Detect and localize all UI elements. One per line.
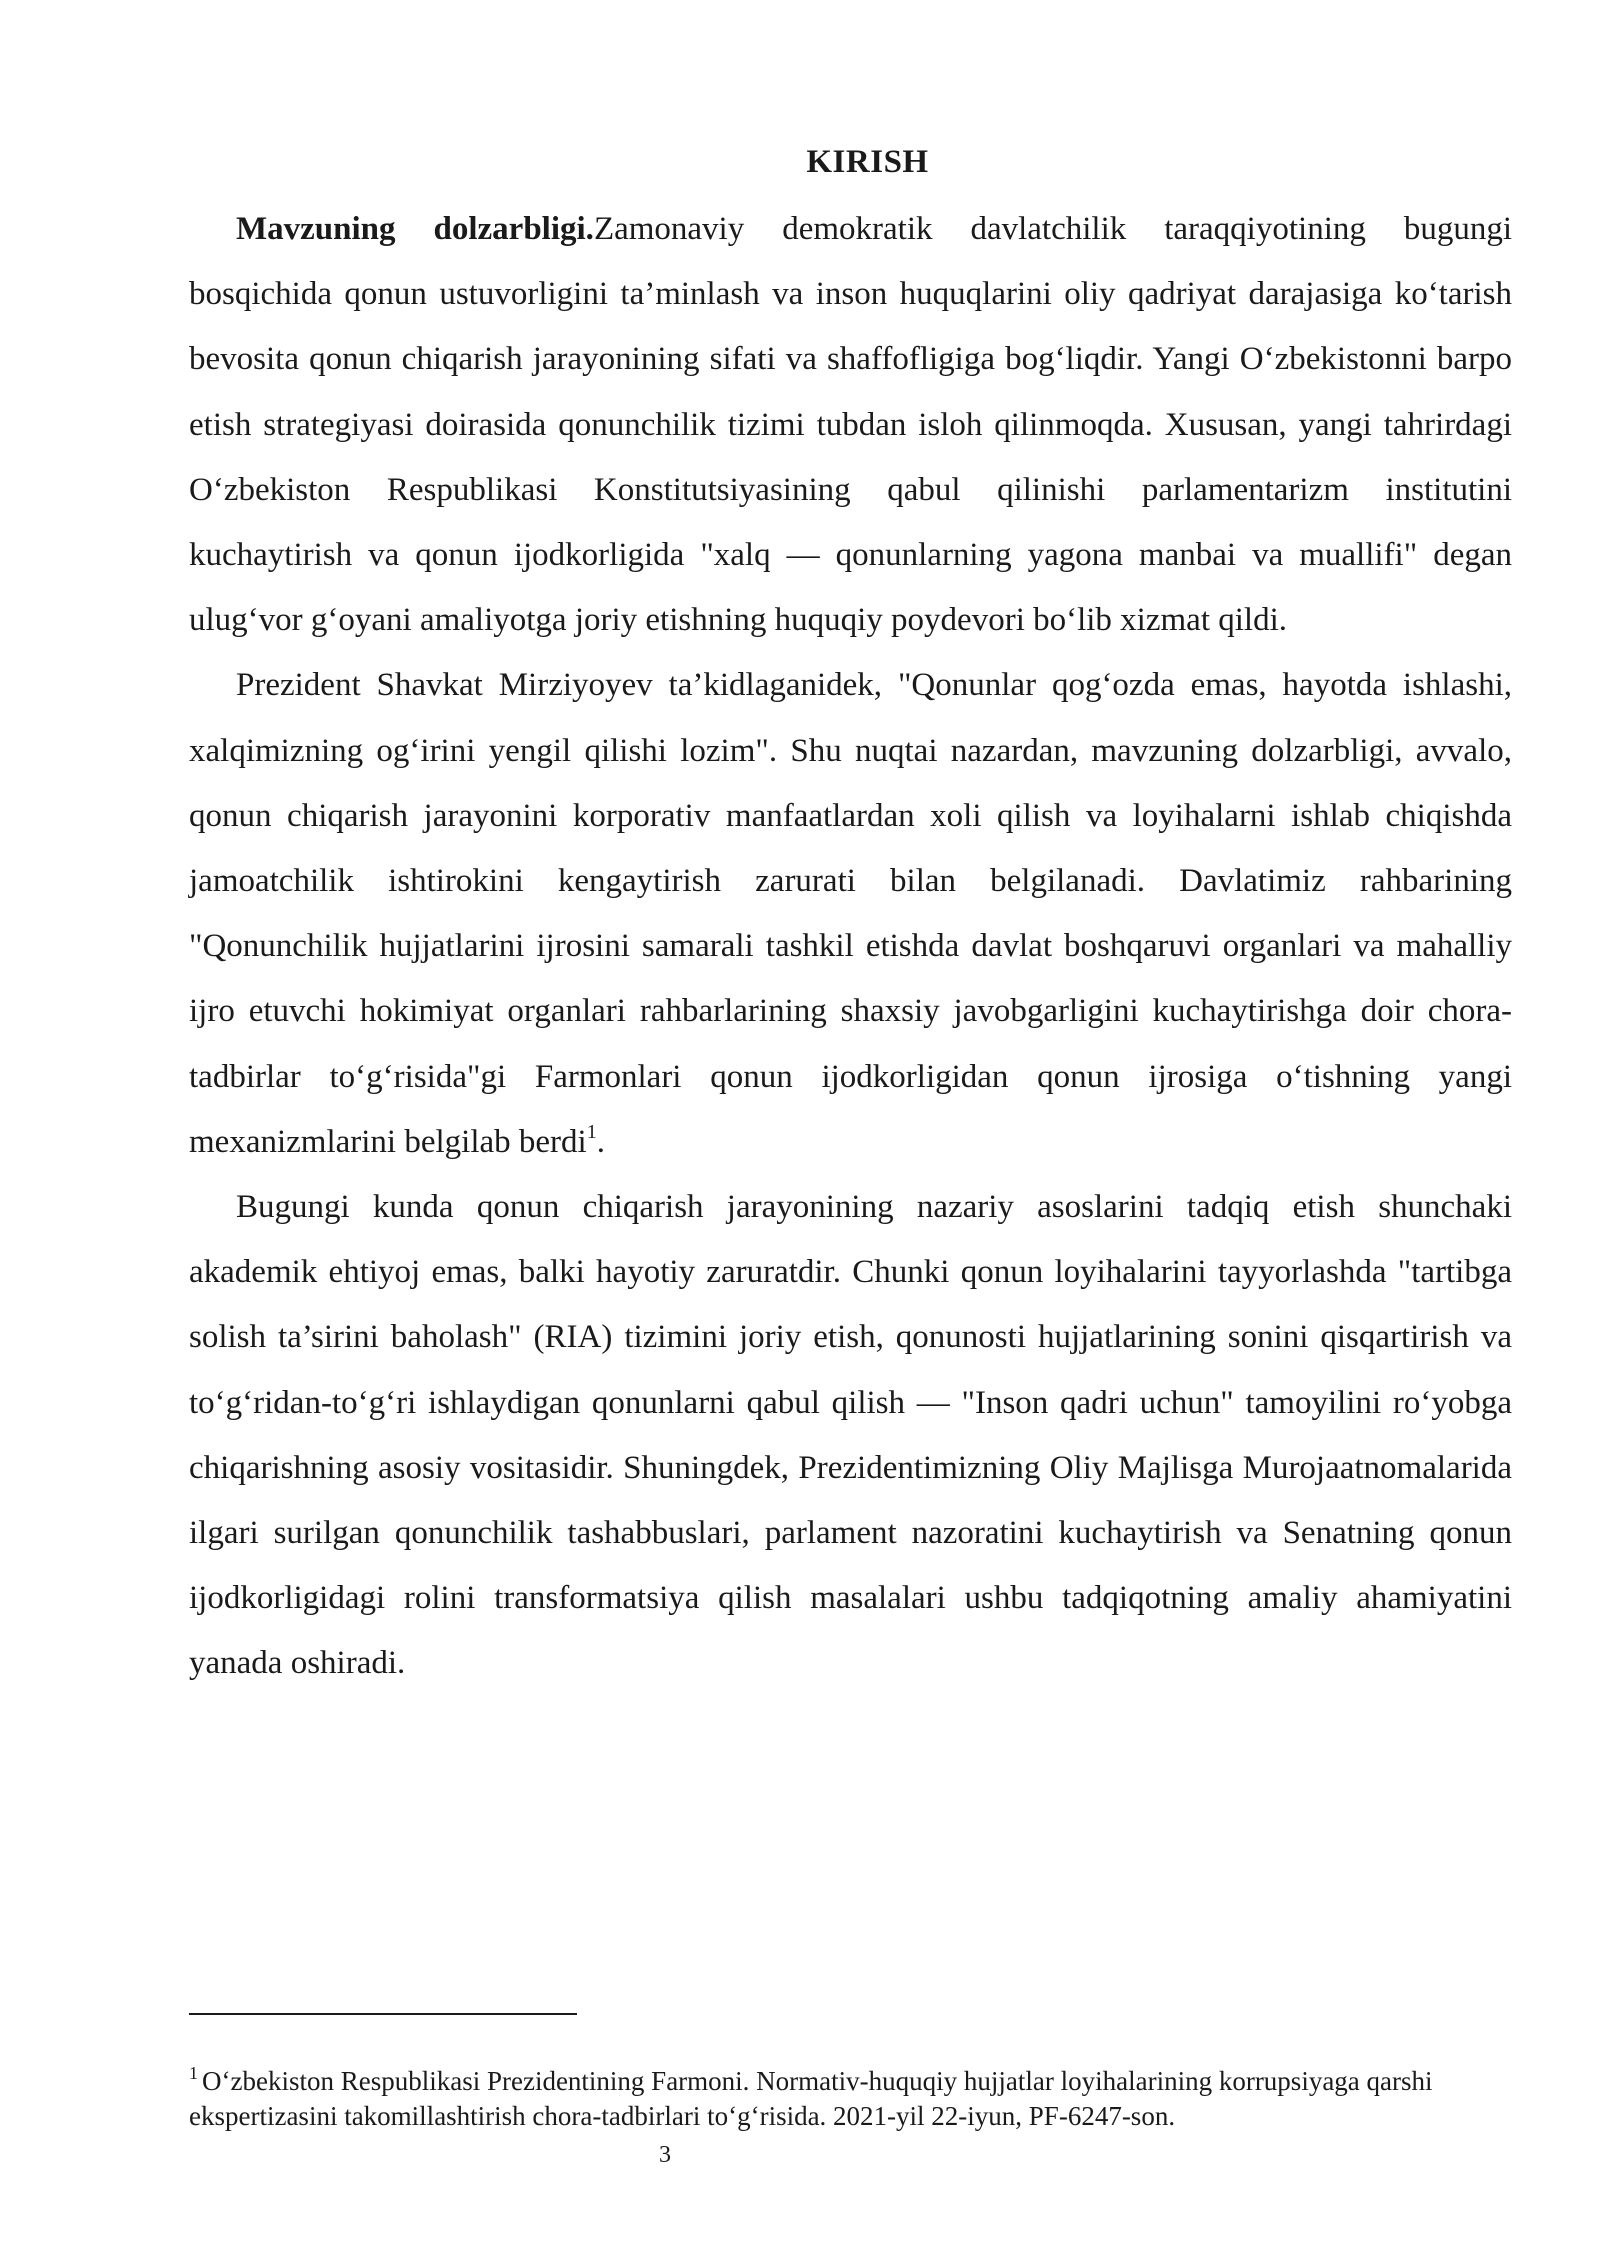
footnote-text: Oʻzbekiston Respublikasi Prezidentining Farmoni. Normativ-huquqiy hujjatlar loyihalarining korrupsiyaga qarshi ekspertizasini takomillashtirish chora-tadbirlari toʻgʻrisida. 2021-yil 22-iyun, PF-6247-son. <box>189 2066 1433 2131</box>
page-number: 3 <box>659 2142 671 2168</box>
body-text <box>189 197 1512 1697</box>
paragraph-tail: . <box>596 1123 605 1160</box>
paragraph-president-quote <box>189 653 1512 1175</box>
footnote-reference[interactable]: 1 <box>586 1120 597 1143</box>
footnote <box>189 2064 1519 2134</box>
paragraph-research-necessity <box>189 1175 1512 1697</box>
footnote-number: 1 <box>189 2063 198 2083</box>
page-title: KIRISH <box>806 144 929 180</box>
paragraph-text: Prezident Shavkat Mirziyoyev ta’kidlaganidek, "Qonunlar qogʻozda emas, hayotda ishlashi, xalqimizning ogʻirini yengil qilishi lozim". Shu nuqtai nazardan, mavzuning dolzarbligi, avvalo, qonun chiqarish jarayonini korporativ manfaatlardan xoli qilish va loyihalarni ishlab chiqishda jamoatchilik ishtirokini kengaytirish zarurati bilan belgilanadi. Davlatimiz rahbarining "Qonunchilik hujjatlarini ijrosini samarali tashkil etishda davlat boshqaruvi organlari va mahalliy ijro etuvchi hokimiyat organlari rahbarlarining shaxsiy javobgarligini kuchaytirishga doir chora-tadbirlar toʻgʻrisida"gi Farmonlari qonun ijodkorligidan qonun ijrosiga oʻtishning yangi mexanizmlarini belgilab berdi <box>189 667 1512 1160</box>
paragraph-text: Zamonaviy demokratik davlatchilik taraqqiyotining bugungi bosqichida qonun ustuvorligini ta’minlash va inson huquqlarini oliy qadriyat darajasiga koʻtarish bevosita qonun chiqarish jarayonining sifati va shaffofligiga bogʻliqdir. Yangi Oʻzbekistonni barpo etish strategiyasi doirasida qonunchilik tizimi tubdan isloh qilinmoqda. Xususan, yangi tahrirdagi Oʻzbekiston Respublikasi Konstitutsiyasining qabul qilinishi parlamentarizm institutini kuchaytirish va qonun ijodkorligida "xalq — qonunlarning yagona manbai va muallifi" degan ulugʻvor gʻoyani amaliyotga joriy etishning huquqiy poydevori boʻlib xizmat qildi. <box>189 211 1513 639</box>
paragraph-relevance <box>189 197 1512 653</box>
paragraph-lead-heading: Mavzuning dolzarbligi. <box>236 211 594 247</box>
paragraph-text: Bugungi kunda qonun chiqarish jarayonining nazariy asoslarini tadqiq etish shunchaki akademik ehtiyoj emas, balki hayotiy zaruratdir. Chunki qonun loyihalarini tayyorlashda "tartibga solish ta’sirini baholash" (RIA) tizimini joriy etish, qonunosti hujjatlarining sonini qisqartirish va toʻgʻridan-toʻgʻri ishlaydigan qonunlarni qabul qilish — "Inson qadri uchun" tamoyilini roʻyobga chiqarishning asosiy vositasidir. Shuningdek, Prezidentimizning Oliy Majlisga Murojaatnomalarida ilgari surilgan qonunchilik tashabbuslari, parlament nazoratini kuchaytirish va Senatning qonun ijodkorligidagi rolini transformatsiya qilish masalalari ushbu tadqiqotning amaliy ahamiyatini yanada oshiradi. <box>189 1189 1512 1682</box>
footnote-separator <box>189 2013 577 2015</box>
